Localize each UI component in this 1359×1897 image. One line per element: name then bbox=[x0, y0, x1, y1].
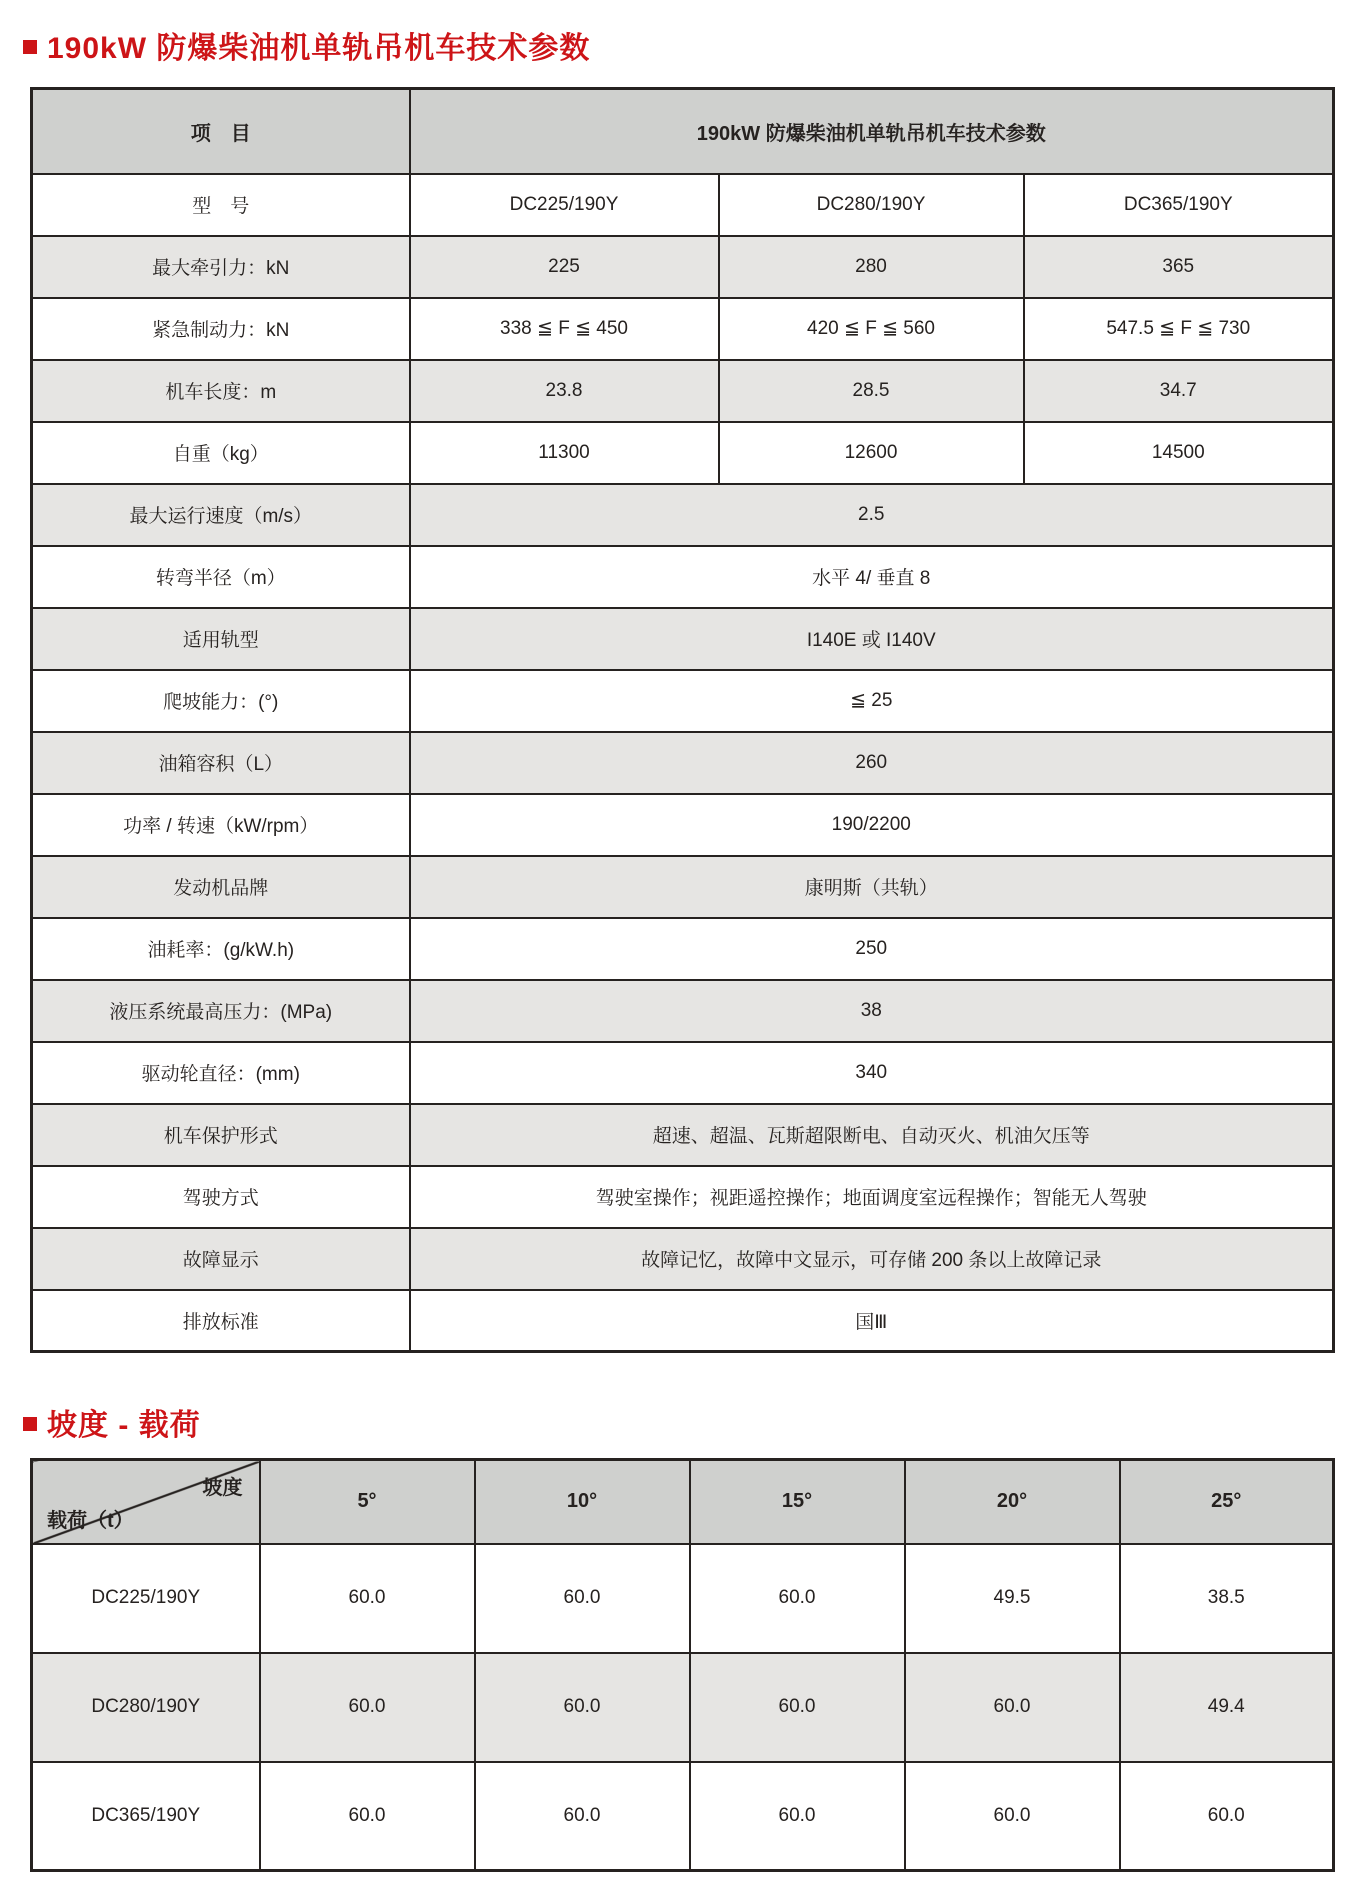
spec-value: 190/2200 bbox=[410, 794, 1334, 856]
spec-row-max-speed bbox=[32, 484, 1334, 546]
spec-row-label: 机车保护形式 bbox=[32, 1104, 410, 1166]
load-header-row bbox=[32, 1460, 1334, 1544]
spec-row-traction bbox=[32, 236, 1334, 298]
section-title-spec-text: 190kW 防爆柴油机单轨吊机车技术参数 bbox=[47, 32, 591, 65]
spec-value: 2.5 bbox=[410, 484, 1334, 546]
load-col-header: 5° bbox=[260, 1460, 475, 1544]
spec-row-label: 最大运行速度（m/s） bbox=[32, 484, 410, 546]
load-row-dc365 bbox=[32, 1762, 1334, 1871]
load-value: 49.4 bbox=[1120, 1653, 1334, 1762]
spec-value: 225 bbox=[410, 236, 719, 298]
spec-row-fuel-rate bbox=[32, 918, 1334, 980]
spec-value: 超速、超温、瓦斯超限断电、自动灭火、机油欠压等 bbox=[410, 1104, 1334, 1166]
spec-row-braking bbox=[32, 298, 1334, 360]
spec-value: DC225/190Y bbox=[410, 174, 719, 236]
spec-value: DC365/190Y bbox=[1024, 174, 1334, 236]
load-value: 60.0 bbox=[905, 1762, 1120, 1871]
load-row-model: DC365/190Y bbox=[32, 1762, 260, 1871]
section-title-spec bbox=[0, 0, 1359, 66]
spec-value: ≦ 25 bbox=[410, 670, 1334, 732]
spec-row-length bbox=[32, 360, 1334, 422]
load-value: 60.0 bbox=[905, 1653, 1120, 1762]
spec-row-hydraulic-pressure bbox=[32, 980, 1334, 1042]
spec-row-label: 驱动轮直径：(mm) bbox=[32, 1042, 410, 1104]
spec-value: 康明斯（共轨） bbox=[410, 856, 1334, 918]
spec-value: 260 bbox=[410, 732, 1334, 794]
spec-row-label: 发动机品牌 bbox=[32, 856, 410, 918]
spec-value: 故障记忆，故障中文显示，可存储 200 条以上故障记录 bbox=[410, 1228, 1334, 1290]
corner-load-label: 载荷（t） bbox=[47, 1509, 134, 1532]
spec-value: 340 bbox=[410, 1042, 1334, 1104]
spec-value: 547.5 ≦ F ≦ 730 bbox=[1024, 298, 1334, 360]
load-value: 60.0 bbox=[690, 1762, 905, 1871]
spec-row-label: 驾驶方式 bbox=[32, 1166, 410, 1228]
spec-row-model bbox=[32, 174, 1334, 236]
spec-value: I140E 或 I140V bbox=[410, 608, 1334, 670]
load-corner-cell bbox=[32, 1460, 260, 1544]
spec-header-item-label: 项 目 bbox=[32, 89, 410, 174]
section-title-load-text: 坡度 - 载荷 bbox=[47, 1409, 201, 1442]
spec-row-label: 紧急制动力：kN bbox=[32, 298, 410, 360]
spec-value: 11300 bbox=[410, 422, 719, 484]
spec-value: DC280/190Y bbox=[719, 174, 1024, 236]
load-table bbox=[30, 1458, 1335, 1872]
spec-row-label: 排放标准 bbox=[32, 1290, 410, 1352]
load-col-header: 10° bbox=[475, 1460, 690, 1544]
spec-row-label: 型 号 bbox=[32, 174, 410, 236]
spec-row-climbing bbox=[32, 670, 1334, 732]
spec-table bbox=[30, 87, 1335, 1353]
load-col-header: 20° bbox=[905, 1460, 1120, 1544]
spec-row-label: 故障显示 bbox=[32, 1228, 410, 1290]
spec-value: 365 bbox=[1024, 236, 1334, 298]
load-value: 60.0 bbox=[260, 1762, 475, 1871]
load-value: 60.0 bbox=[690, 1544, 905, 1653]
load-row-dc280 bbox=[32, 1653, 1334, 1762]
load-row-model: DC225/190Y bbox=[32, 1544, 260, 1653]
load-col-header: 15° bbox=[690, 1460, 905, 1544]
load-col-header: 25° bbox=[1120, 1460, 1334, 1544]
load-row-model: DC280/190Y bbox=[32, 1653, 260, 1762]
load-value: 60.0 bbox=[475, 1544, 690, 1653]
spec-value: 驾驶室操作；视距遥控操作；地面调度室远程操作；智能无人驾驶 bbox=[410, 1166, 1334, 1228]
spec-header-row bbox=[32, 89, 1334, 174]
spec-row-label: 功率 / 转速（kW/rpm） bbox=[32, 794, 410, 856]
red-square-bullet-icon bbox=[23, 40, 37, 54]
spec-header-title: 190kW 防爆柴油机单轨吊机车技术参数 bbox=[410, 89, 1334, 174]
spec-row-wheel-diameter bbox=[32, 1042, 1334, 1104]
spec-value: 国Ⅲ bbox=[410, 1290, 1334, 1352]
spec-row-rail-type bbox=[32, 608, 1334, 670]
spec-row-power-rpm bbox=[32, 794, 1334, 856]
section-title-load bbox=[0, 1353, 1359, 1443]
corner-slope-label: 坡度 bbox=[202, 1477, 243, 1499]
spec-row-label: 最大牵引力：kN bbox=[32, 236, 410, 298]
spec-row-label: 自重（kg） bbox=[32, 422, 410, 484]
load-value: 60.0 bbox=[475, 1653, 690, 1762]
spec-value: 14500 bbox=[1024, 422, 1334, 484]
spec-row-driving-mode bbox=[32, 1166, 1334, 1228]
load-value: 60.0 bbox=[260, 1653, 475, 1762]
load-value: 60.0 bbox=[1120, 1762, 1334, 1871]
spec-row-fault-display bbox=[32, 1228, 1334, 1290]
spec-row-engine-brand bbox=[32, 856, 1334, 918]
spec-value: 28.5 bbox=[719, 360, 1024, 422]
spec-row-fuel-tank bbox=[32, 732, 1334, 794]
spec-value: 250 bbox=[410, 918, 1334, 980]
load-row-dc225 bbox=[32, 1544, 1334, 1653]
load-value: 38.5 bbox=[1120, 1544, 1334, 1653]
spec-value: 12600 bbox=[719, 422, 1024, 484]
spec-row-protection bbox=[32, 1104, 1334, 1166]
load-value: 60.0 bbox=[475, 1762, 690, 1871]
spec-row-turn-radius bbox=[32, 546, 1334, 608]
spec-row-weight bbox=[32, 422, 1334, 484]
load-value: 60.0 bbox=[690, 1653, 905, 1762]
spec-row-label: 液压系统最高压力：(MPa) bbox=[32, 980, 410, 1042]
spec-value: 338 ≦ F ≦ 450 bbox=[410, 298, 719, 360]
spec-row-label: 油箱容积（L） bbox=[32, 732, 410, 794]
spec-value: 280 bbox=[719, 236, 1024, 298]
load-value: 60.0 bbox=[260, 1544, 475, 1653]
spec-value: 38 bbox=[410, 980, 1334, 1042]
spec-value: 水平 4/ 垂直 8 bbox=[410, 546, 1334, 608]
red-square-bullet-icon bbox=[23, 1417, 37, 1431]
spec-value: 23.8 bbox=[410, 360, 719, 422]
load-value: 49.5 bbox=[905, 1544, 1120, 1653]
spec-row-label: 机车长度：m bbox=[32, 360, 410, 422]
spec-row-label: 油耗率：(g/kW.h) bbox=[32, 918, 410, 980]
spec-row-label: 适用轨型 bbox=[32, 608, 410, 670]
spec-value: 420 ≦ F ≦ 560 bbox=[719, 298, 1024, 360]
spec-value: 34.7 bbox=[1024, 360, 1334, 422]
spec-row-emission bbox=[32, 1290, 1334, 1352]
spec-row-label: 转弯半径（m） bbox=[32, 546, 410, 608]
spec-row-label: 爬坡能力：(°) bbox=[32, 670, 410, 732]
